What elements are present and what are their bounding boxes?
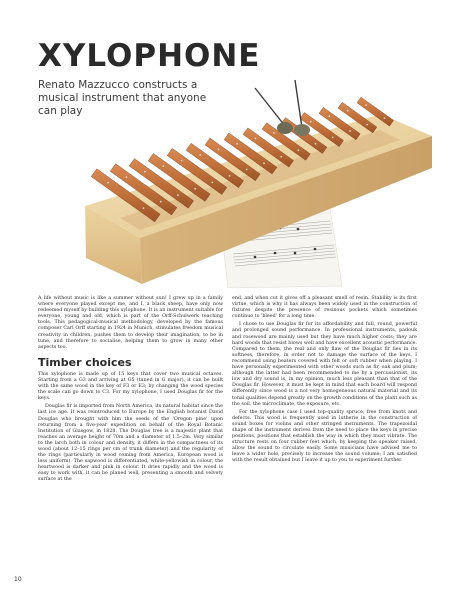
key-pin — [273, 132, 275, 134]
key-pin — [126, 176, 128, 178]
page-number: 10 — [14, 576, 22, 583]
xylophone-photo — [80, 58, 435, 288]
key-pin — [366, 124, 368, 126]
key-pin — [236, 143, 238, 145]
key-pin — [298, 149, 300, 151]
left-paragraph-2: This xylophone is made up of 15 keys that cover two musical octaves. Starting from a G3 and arriving at G5 (tuned in G major), it can be built with the same wood in the key of F3 or E3; by changing the wood species the scale can go down to C3. For my xylophone, I used Douglas fir for the keys. — [38, 371, 223, 402]
key-pin — [246, 169, 248, 171]
key-pin — [310, 121, 312, 123]
key-pin — [181, 160, 183, 162]
key-pin — [199, 154, 201, 156]
article-title: XYLOPHONE — [38, 38, 261, 74]
left-paragraph-1: A life without music is like a summer without sun! I grew up in a family where everyone played except me, and I, a black sheep, have only now redeemed myself by building this xylophone. It is an instrument suitable for everyone, young and old, which is part of the Orff-Schulwerk teaching tools. This pedagogical-musical methodology, developed by the famous composer Carl Orff starting in 1924 in Munich, stimulates freedom musical creativity in children, pushes them to develop their imagination, to be in tune, and therefore to socialise, helping them to grow in many other aspects too. — [38, 296, 223, 350]
right-paragraph-2: I chose to use Douglas fir for its affordability and full, round, powerful and prolonged sound performance. In professional instruments, padouk and rosewood are mainly used but they have much higher costs; they are hard woods that resist blows well and have excellent acoustic performance. Compared to them, the real and only flaw of the Douglas fir lies in its softness, therefore, in order not to damage the surface of the keys, I recommend using beaters covered with felt or soft rubber when playing. I have personally experimented with other woods such as fir, oak and plum; although the latter had been recommended to me by a percussionist, its low and dry sound is, in my opinion, much less pleasant than that of the Douglas fir. However, it must be kept in mind that each board will respond differently since wood is a not very homogeneous natural material and its tonal qualities depend greatly on the growth conditions of the plant such as the soil, the microclimate, the exposure, etc. — [232, 322, 417, 407]
right-column — [232, 296, 417, 467]
key-pin — [255, 138, 257, 140]
article-subtitle: Renato Mazzucco constructs a musical instrument that anyone can play — [38, 79, 207, 117]
key-pin — [315, 143, 317, 145]
key-pin — [347, 110, 349, 112]
key-pin — [332, 137, 334, 139]
section-heading-timber-choices: Timber choices — [38, 355, 132, 369]
key-pin — [229, 175, 231, 177]
key-pin — [107, 182, 109, 184]
key-pin — [143, 207, 145, 209]
key-pin — [194, 188, 196, 190]
key-pin — [160, 201, 162, 203]
key-pin — [349, 130, 351, 132]
right-paragraph-1: end, and when cut it gives off a pleasant smell of resin. Stability is its first virtue, which is why it has always been widely used in the construction of fixtures despite the presence of resinous pockets which sometimes continue to 'bleed' for a long time. — [232, 296, 417, 320]
key-pin — [365, 104, 367, 106]
right-paragraph-3: For the xylophone case I used top-quality spruce, free from knots and defects. This wood is frequently used in lutherie in the construction of sound boxes for violins and other stringed instruments. The trapezoidal shape of the instrument derives from the need to place the keys in precise positions, positions that establish the way in which they must vibrate. The structure rests on four rubber feet which, by keeping the speaker raised, allow the sound to circulate easily. Some musicians have advised me to leave a wider hole, precisely to increase the sound volume; I am satisfied with the result obtained but I leave it up to you to experiment further. — [232, 409, 417, 464]
key-pin — [144, 171, 146, 173]
key-pin — [280, 156, 282, 158]
key-pin — [263, 162, 265, 164]
left-column — [38, 296, 223, 486]
left-paragraph-3: Douglas fir is imported from North America, its natural habitat since the last ice age. It was reintroduced to Europe by the English botanist David Douglas who brought with him the seeds of the 'Oregon pine' upon returning from a five-year expedition on behalf of the Royal Botanic Institution of Glasgow, in 1828. The Douglas tree is a majestic plant that reaches an average height of 70m and a diameter of 1.5–2m. Very similar to the larch both in colour and density, it differs in the compactness of its wood (about 12–15 rings per cm of trunk diameter) and the regularity of the rings (particularly in wood coming from America, European wood is less uniform). The sapwood is differentiated, white-yellowish in colour, the heartwood is darker and pink in colour. It dries rapidly and the wood is easy to work with, it can be planed well, presenting a smooth and velvety surface at the — [38, 404, 223, 483]
key-pin — [328, 115, 330, 117]
key-pin — [162, 165, 164, 167]
key-pin — [211, 182, 213, 184]
key-pin — [384, 117, 386, 119]
key-pin — [218, 149, 220, 151]
key-pin — [177, 194, 179, 196]
